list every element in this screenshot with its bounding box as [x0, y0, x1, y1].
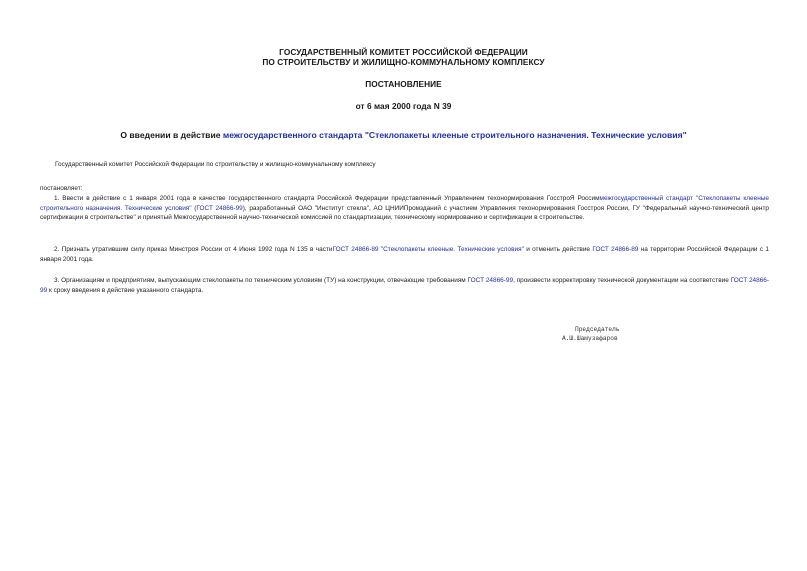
paragraph-3-text-b: , произвести корректировку технической документации на соответствие — [513, 277, 731, 284]
paragraph-2 — [40, 245, 769, 264]
subject-standard-link[interactable]: межгосударственного стандарта "Стеклопакеты клееные строительного назначения. Технические условия" — [222, 130, 687, 140]
paragraph-3-text-a: 3. Организациям и предприятиям, выпускающим стеклопакеты по техническим условиям (ТУ) на конструкции, отвечающие требованиям — [54, 277, 468, 284]
paragraph-3-text-c: к сроку введения в действие указанного стандарта. — [47, 286, 204, 294]
document-date-number: от 6 мая 2000 года N 39 — [355, 101, 452, 111]
gost-24866-89-link[interactable]: ГОСТ 24866-89 — [592, 246, 639, 253]
paragraph-1 — [40, 194, 769, 223]
document-subject — [0, 130, 807, 141]
paragraph-1-text-b: ( — [191, 204, 197, 212]
gost-24866-89-title-link[interactable]: ГОСТ 24866-89 "Стеклопакеты клееные. Технические условия" — [332, 246, 524, 253]
signature-name: А.Ш.Шамузафаров — [562, 335, 618, 342]
gost-24866-99-link[interactable]: ГОСТ 24866-99 — [467, 277, 514, 284]
committee-title-line2: ПО СТРОИТЕЛЬСТВУ И ЖИЛИЩНО-КОММУНАЛЬНОМУ КОМПЛЕКСУ — [262, 57, 545, 67]
gost-24866-99-link[interactable]: ГОСТ 24866-99 — [196, 204, 243, 212]
document-type: ПОСТАНОВЛЕНИЕ — [365, 79, 442, 89]
paragraph-1-text-c: ), разработанный ОАО "Институт стекла", АО ЦНИИПромзданий с участием Управления техонормирования Госстроя России, ГУ "Федеральный научно-технический центр сертификации в строительстве" и принятый Межгосударственной научно-технической комиссией по стандартизации, техническому нормированию и сертификации в строительстве. — [40, 204, 769, 222]
standard-title-link[interactable]: межгосударственный стандарт "Стеклопакеты клееные строительного назначения. Технические условия" — [40, 195, 769, 212]
committee-title-line1: ГОСУДАРСТВЕННЫЙ КОМИТЕТ РОССИЙСКОЙ ФЕДЕРАЦИИ — [279, 47, 528, 57]
resolves-label: постановляет: — [40, 185, 83, 192]
paragraph-2-text-b: и отменить действие — [523, 246, 593, 253]
intro-text: Государственный комитет Российской Федерации по строительству и жилищно-коммунальному комплексу — [55, 161, 376, 168]
subject-prefix: О введении в действие — [120, 130, 223, 140]
paragraph-3 — [40, 276, 769, 295]
paragraph-2-text-c: на территории Российской Федерации с 1 января 2001 года. — [40, 246, 769, 263]
signature-title: Председатель — [575, 326, 620, 333]
gost-24866-99-link[interactable]: ГОСТ 24866-99 — [40, 277, 769, 294]
paragraph-1-text-a: 1. Ввести в действие с 1 января 2001 года в качестве государственного стандарта Российской Федерации представленный Управлением техонормирования ГосстроЯ Россим — [54, 195, 600, 202]
paragraph-2-text-a: 2. Признать утратившим силу приказ Минстроя России от 4 Июня 1992 года N 135 в части — [54, 246, 333, 253]
